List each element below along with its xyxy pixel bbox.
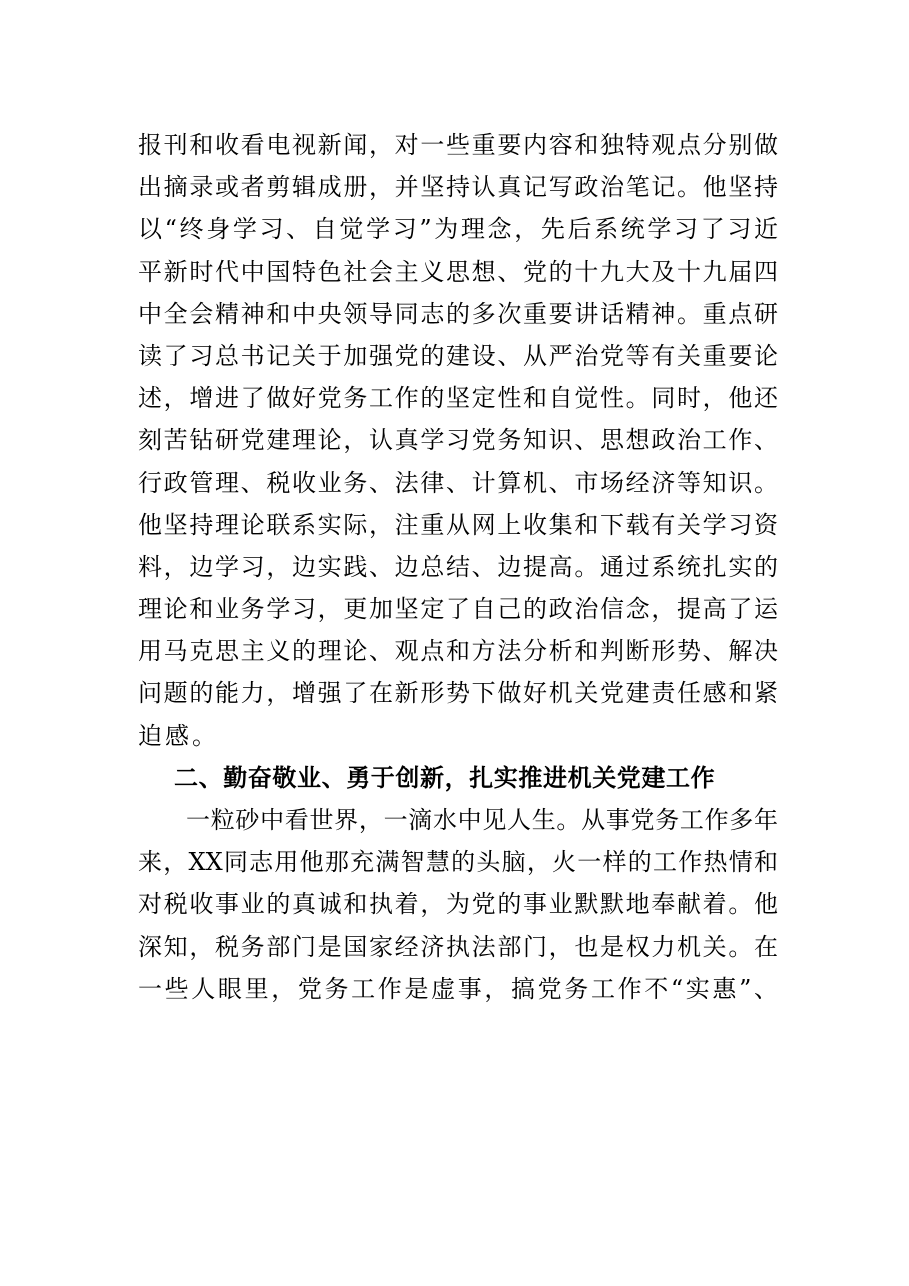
paragraph-line: 以“终身学习、自觉学习”为理念，先后系统学习了习近	[138, 215, 778, 244]
paragraph-line: 深知，税务部门是国家经济执法部门，也是权力机关。在	[138, 932, 778, 961]
paragraph-line: 平新时代中国特色社会主义思想、党的十九大及十九届四	[138, 257, 778, 286]
paragraph-line: 读了习总书记关于加强党的建设、从严治党等有关重要论	[138, 341, 778, 370]
paragraph-line: 刻苦钻研党建理论，认真学习党务知识、思想政治工作、	[138, 426, 778, 455]
paragraph-line: 出摘录或者剪辑成册，并坚持认真记写政治笔记。他坚持	[138, 173, 778, 202]
paragraph-line: 迫感。	[138, 721, 219, 750]
paragraph-line: 他坚持理论联系实际，注重从网上收集和下载有关学习资	[138, 510, 778, 539]
paragraph-line: 述，增进了做好党务工作的坚定性和自觉性。同时，他还	[138, 384, 778, 413]
paragraph-line: 理论和业务学习，更加坚定了自己的政治信念，提高了运	[138, 595, 778, 624]
paragraph-line: 对税收事业的真诚和执着，为党的事业默默地奉献着。他	[138, 890, 778, 919]
paragraph-line: 行政管理、税收业务、法律、计算机、市场经济等知识。	[138, 468, 778, 497]
paragraph-line: 一些人眼里，党务工作是虚事，搞党务工作不“实惠”、	[138, 974, 778, 1003]
paragraph-line: 报刊和收看电视新闻，对一些重要内容和独特观点分别做	[138, 131, 778, 159]
document-body	[138, 124, 778, 1010]
section-heading: 二、勤奋敬业、勇于创新，扎实推进机关党建工作	[174, 762, 716, 792]
paragraph-line: 问题的能力，增强了在新形势下做好机关党建责任感和紧	[138, 679, 778, 708]
paragraph-line: 一粒砂中看世界，一滴水中见人生。从事党务工作多年	[186, 806, 778, 834]
paragraph-line: 中全会精神和中央领导同志的多次重要讲话精神。重点研	[138, 299, 778, 328]
paragraph-line: 料，边学习，边实践、边总结、边提高。通过系统扎实的	[138, 552, 778, 581]
paragraph-line: 来，XX同志用他那充满智慧的头脑，火一样的工作热情和	[138, 848, 778, 877]
paragraph-line: 用马克思主义的理论、观点和方法分析和判断形势、解决	[138, 637, 778, 666]
